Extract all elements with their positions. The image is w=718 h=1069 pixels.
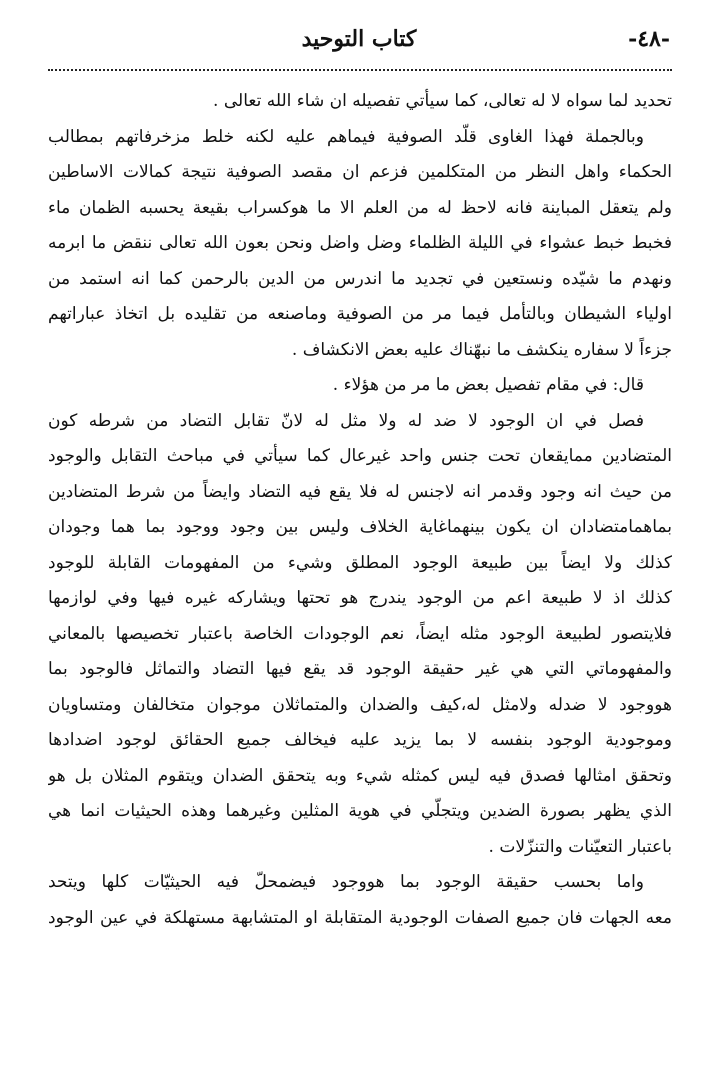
text-line: فلايتصور لطبيعة الوجود مثله ايضاً، نعم الوجودات الخاصة باعتبار تخصيصها بالمعاني: [48, 623, 672, 644]
text-line: الحكماء واهل النظر من المتكلمين فزعم ان مقصد الصوفية نتيجة كمالات الاساطين: [48, 162, 672, 182]
text-line: فصل في ان الوجود لا ضد له ولا مثل له لانّ تقابل التضاد من شرطه كون: [48, 410, 644, 431]
text-line: معه الجهات فان جميع الصفات الوجودية المتقابلة او المتشابهة مستهلكة في عين الوجود: [48, 907, 672, 928]
body-text: [48, 84, 672, 936]
text-line: وتحقق امثالها فصدق فيه ليس كمثله شيء وبه يتحقق الضدان ويتقوم المثلان بل هو: [48, 765, 672, 786]
page-header: [48, 26, 670, 70]
text-line: قال: في مقام تفصيل بعض ما مر من هؤلاء .: [332, 375, 644, 395]
text-line: هووجود لا ضدله ولامثل له،كيف والضدان والمتماثلان موجوان متخالفان ومتساويان: [48, 694, 672, 715]
text-line: جزءاً لا سفاره ينكشف ما نبهّناك عليه بعض الانكشاف .: [291, 339, 672, 360]
text-line: والمفهوماتي التي هي غير حقيقة الوجود قد يقع فيها التضاد والتماثل فالوجود بما: [48, 659, 672, 679]
text-line: فخبط خبط عشواء في الليلة الظلماء وضل واضل ونحن بعون الله تعالى ننقض ما ابرمه: [48, 233, 672, 253]
text-line: تحديد لما سواه لا له تعالى، كما سيأتي تفصيله ان شاء الله تعالى .: [213, 91, 672, 111]
book-title: كتاب التوحيد: [301, 26, 417, 52]
text-line: واما بحسب حقيقة الوجود بما هووجود فيضمحلّ فيه الحيثيّات كلها ويتحد: [48, 872, 644, 892]
text-line: ولم يتعقل المباينة فانه لاحظ له من العلم الا ما هوكسراب بقيعة يحسبه الظمان ماء: [48, 197, 672, 218]
text-line: من حيث انه وجود وقدمر انه لاجنس له فلا يقع فيه التضاد وايضاً من شرط المتضادين: [48, 481, 672, 502]
text-line: وموجودية الوجود بنفسه لا بما يزيد عليه فيخالف جميع الحقائق لوجود اضدادها: [48, 730, 672, 750]
text-line: باعتبار التعيّنات والتنزّلات .: [488, 836, 672, 857]
text-line: بماهمامتضادان ان يكون بينهماغاية الخلاف وليس بين وجود ووجود بما هما وجودان: [48, 517, 672, 537]
text-line: كذلك اذ لا طبيعة اعم من الوجود يندرج هو تحتها ويشاركه غيره فيها وفي لوازمها: [48, 588, 672, 608]
text-line: اولياء الشيطان وبالتأمل فيما مر من الصوفية وماصنعه من تقليده بل اتخاذ عباراتهم: [48, 304, 672, 324]
text-line: كذلك ولا ايضاً بين طبيعة الوجود المطلق وشيء من المفهومات القابلة للوجود: [48, 552, 672, 573]
page-number: -٤٨-: [628, 26, 670, 52]
header-dotted-rule: [48, 69, 672, 71]
text-line: الذي يظهر بصورة الضدين ويتجلّي في هوية المثلين وغيرهما وهذه الحيثيات انما هي: [48, 801, 672, 821]
text-line: ونهدم ما شيّده ونستعين في تجديد ما اندرس من الدين بالرحمن كما انه استمد من: [48, 268, 672, 289]
text-line: وبالجملة فهذا الغاوى قلّد الصوفية فيماهم عليه لكنه خلط مزخرفاتهم بمطالب: [48, 126, 644, 147]
text-line: المتضادين ممايقعان تحت جنس واحد غيرعال كما سيأتي في مباحث التقابل والوجود: [48, 446, 672, 466]
